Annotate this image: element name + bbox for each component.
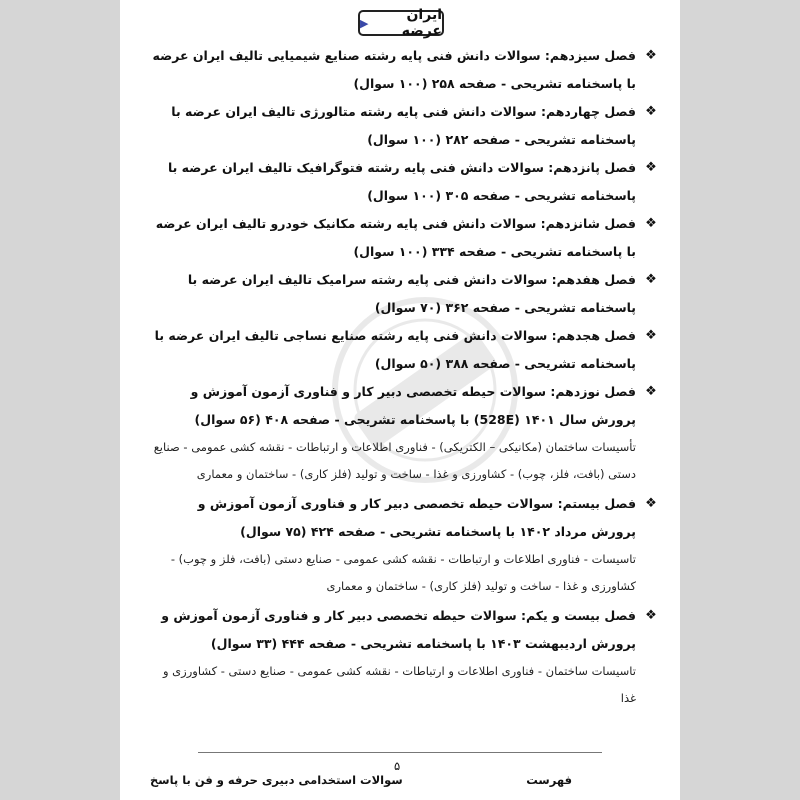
toc-entry-subtopics: تاسیسات - فناوری اطلاعات و ارتباطات - نقشه کشی عمومی - صنایع دستی (بافت، فلز و چوب) - کشاورزی و غذا - ساخت و تولید (فلز کاری) - ساختمان و معماری (170, 552, 636, 593)
footer-book-title: سوالات استخدامی دبیری حرفه و فن با پاسخ (150, 773, 403, 787)
toc-entry (150, 42, 658, 98)
toc-entry-title: فصل هجدهم: سوالات دانش فنی پایه رشته صنایع نساجی تالیف ایران عرضه با پاسخنامه تشریحی - صفحه ۳۸۸ (۵۰ سوال) (154, 328, 636, 371)
document-page (120, 0, 680, 800)
diamond-bullet-icon: ❖ (645, 159, 657, 175)
logo-text: ایران عرضه (401, 7, 442, 39)
toc-entry-title: فصل بیست و یکم: سوالات حیطه تخصصی دبیر کار و فناوری آزمون آموزش و پرورش اردیبهشت ۱۴۰۳ با پاسخنامه تشریحی - صفحه ۴۴۴ (۳۳ سوال) (161, 608, 636, 651)
toc-entry-title: فصل سیزدهم: سوالات دانش فنی پایه رشته صنایع شیمیایی تالیف ایران عرضه با پاسخنامه تشریحی - صفحه ۲۵۸ (۱۰۰ سوال) (152, 48, 636, 91)
right-margin-background (680, 0, 800, 800)
page-number: ۵ (394, 759, 401, 773)
page-footer (120, 757, 680, 797)
diamond-bullet-icon: ❖ (645, 271, 657, 287)
toc-entry (150, 210, 658, 266)
toc-entry (150, 602, 658, 712)
diamond-bullet-icon: ❖ (645, 103, 657, 119)
footer-section-name: فهرست (526, 773, 572, 787)
table-of-contents (150, 42, 658, 714)
diamond-bullet-icon: ❖ (645, 495, 657, 511)
toc-entry-title: فصل پانزدهم: سوالات دانش فنی پایه رشته فتوگرافیک تالیف ایران عرضه با پاسخنامه تشریحی - صفحه ۳۰۵ (۱۰۰ سوال) (167, 160, 636, 203)
toc-entry (150, 98, 658, 154)
footer-divider (198, 752, 602, 753)
toc-entry (150, 490, 658, 600)
page-header (120, 0, 680, 40)
toc-entry (150, 266, 658, 322)
diamond-bullet-icon: ❖ (645, 215, 657, 231)
left-margin-background (0, 0, 120, 800)
toc-entry-subtopics: تأسیسات ساختمان (مکانیکی – الکتریکی) - فناوری اطلاعات و ارتباطات - نقشه کشی عمومی - صنایع دستی (بافت، فلز، چوب) - کشاورزی و غذا - ساخت و تولید (فلز کاری) - ساختمان و معماری (153, 440, 636, 481)
toc-entry-title: فصل چهاردهم: سوالات دانش فنی پایه رشته متالورژی تالیف ایران عرضه با پاسخنامه تشریحی - صفحه ۲۸۲ (۱۰۰ سوال) (171, 104, 636, 147)
diamond-bullet-icon: ❖ (645, 327, 657, 343)
toc-entry-title: فصل بیستم: سوالات حیطه تخصصی دبیر کار و فناوری آزمون آموزش و پرورش مرداد ۱۴۰۲ با پاسخنامه تشریحی - صفحه ۴۲۴ (۷۵ سوال) (197, 496, 636, 539)
toc-entry-subtopics: تاسیسات ساختمان - فناوری اطلاعات و ارتباطات - نقشه کشی عمومی - صنایع دستی - کشاورزی و غذا (162, 664, 636, 705)
logo-arrow-icon: ▶ (360, 16, 369, 30)
toc-entry (150, 154, 658, 210)
toc-entry-title: فصل نوزدهم: سوالات حیطه تخصصی دبیر کار و فناوری آزمون آموزش و پرورش سال ۱۴۰۱ (528E) با پاسخنامه تشریحی - صفحه ۴۰۸ (۵۶ سوال) (190, 384, 636, 427)
diamond-bullet-icon: ❖ (645, 607, 657, 623)
toc-entry-title: فصل هفدهم: سوالات دانش فنی پایه رشته سرامیک تالیف ایران عرضه با پاسخنامه تشریحی - صفحه ۳۶۲ (۷۰ سوال) (187, 272, 636, 315)
diamond-bullet-icon: ❖ (645, 47, 657, 63)
toc-entry (150, 378, 658, 488)
toc-entry (150, 322, 658, 378)
toc-entry-title: فصل شانزدهم: سوالات دانش فنی پایه رشته مکانیک خودرو تالیف ایران عرضه با پاسخنامه تشریحی - صفحه ۳۳۴ (۱۰۰ سوال) (155, 216, 636, 259)
brand-logo (358, 7, 444, 39)
diamond-bullet-icon: ❖ (645, 383, 657, 399)
